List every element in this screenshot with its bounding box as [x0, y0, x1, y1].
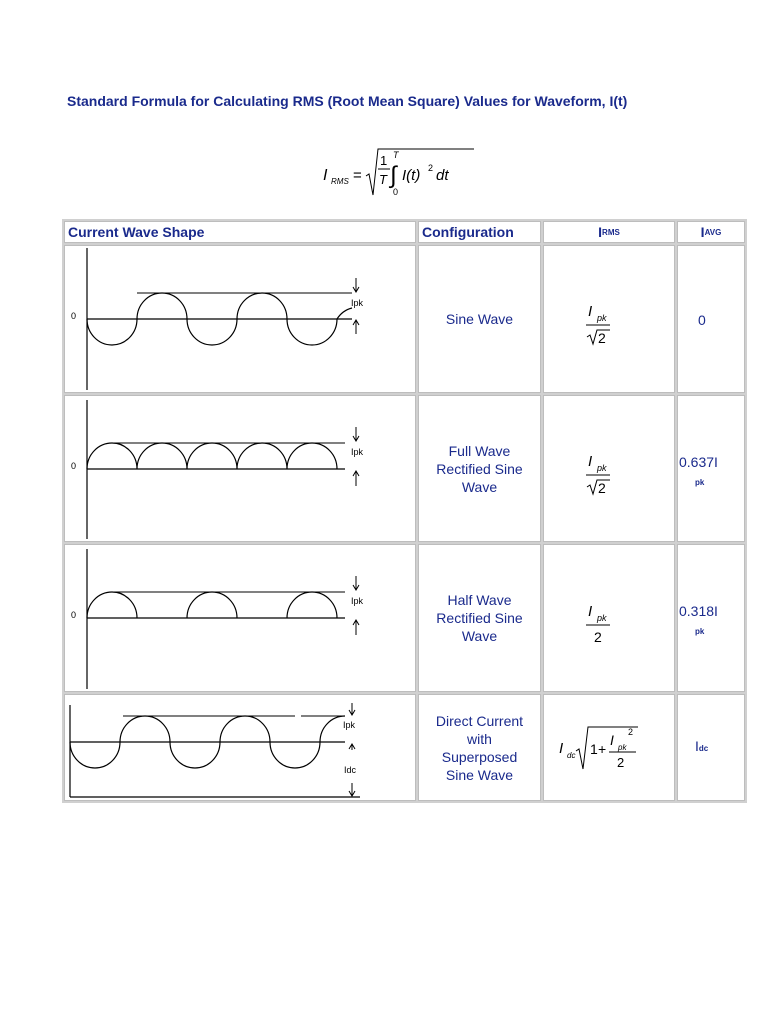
- formula-lower-limit: 0: [393, 187, 399, 197]
- formula-power: 2: [428, 163, 434, 173]
- row-3-rms-formula-cell: [543, 544, 675, 692]
- rms-den: 2: [598, 330, 606, 346]
- row-2-rms-formula-cell: [543, 395, 675, 542]
- half-wave-zero-label: 0: [71, 610, 77, 620]
- formula-upper-limit: T: [393, 150, 399, 160]
- rms-num-sub: pk: [597, 613, 607, 623]
- avg-value: 0.637I: [679, 454, 718, 470]
- rms-den: 2: [598, 480, 606, 496]
- rms-one: 1: [590, 741, 598, 757]
- header-irms-main: I: [598, 224, 603, 240]
- header-configuration: Configuration: [418, 221, 541, 243]
- config-line: Rectified Sine: [436, 610, 523, 626]
- full-wave-curve: [87, 443, 337, 469]
- sine-zero-label: 0: [71, 311, 77, 321]
- config-line: Sine Wave: [445, 766, 514, 783]
- header-irms: [543, 221, 675, 243]
- row-3-wave-cell: [64, 544, 416, 692]
- page-title: Standard Formula for Calculating RMS (Root Mean Square) Values for Waveform, I(t): [67, 93, 628, 109]
- formula-equals: =: [353, 167, 362, 184]
- formula-denominator: T: [379, 172, 387, 187]
- rms-den: 2: [617, 755, 625, 770]
- row-4-wave-cell: [64, 694, 416, 801]
- rms-plus: +: [598, 741, 607, 757]
- formula-differential: dt: [436, 167, 449, 184]
- full-wave-zero-label: 0: [71, 461, 77, 471]
- rms-num-sub: pk: [618, 743, 627, 752]
- avg-value: 0: [698, 312, 706, 328]
- rms-pre-sub: dc: [567, 751, 576, 760]
- sine-wave-diagram: [65, 246, 415, 392]
- rms-den: 2: [594, 629, 602, 645]
- rms-num-var: I: [610, 732, 614, 748]
- row-2-wave-cell: [64, 395, 416, 542]
- rms-num-var: I: [588, 303, 593, 320]
- rms-pk-over-2-formula: [544, 545, 674, 691]
- avg-subscript: pk: [695, 478, 705, 487]
- row-3-configuration: [418, 544, 541, 692]
- avg-value: I: [695, 738, 699, 754]
- dc-idc-label: Idc: [344, 765, 357, 775]
- rms-pre-var: I: [559, 740, 564, 757]
- row-1-avg-cell: [677, 245, 745, 393]
- formula-lhs-sub: RMS: [331, 177, 349, 186]
- row-4-rms-formula-cell: [543, 694, 675, 801]
- half-wave-curve: [87, 592, 337, 618]
- full-wave-ipk-label: Ipk: [351, 447, 364, 457]
- row-2-configuration: [418, 395, 541, 542]
- rms-num-var: I: [588, 453, 593, 470]
- rms-dc-superposed-formula: [544, 695, 674, 800]
- row-4-configuration: [418, 694, 541, 801]
- config-line: Wave: [461, 628, 498, 644]
- rms-power: 2: [628, 727, 634, 737]
- row-3-avg-cell: [677, 544, 745, 692]
- rms-num-sub: pk: [597, 313, 607, 323]
- full-wave-rectified-diagram: [65, 396, 415, 541]
- rms-pk-over-sqrt2-formula: [544, 396, 674, 541]
- config-line: Direct Current: [435, 712, 524, 729]
- half-wave-ipk-label: Ipk: [351, 596, 364, 606]
- avg-subscript: dc: [698, 744, 709, 753]
- formula-integrand: I(t): [402, 167, 421, 184]
- rms-pk-over-sqrt2-formula: [544, 246, 674, 392]
- row-4-avg-cell: [677, 694, 745, 801]
- formula-numerator: 1: [380, 153, 388, 168]
- header-iavg-main: I: [700, 224, 705, 240]
- config-line: Sine Wave: [445, 311, 514, 327]
- config-line: Wave: [461, 478, 498, 495]
- config-line: Half Wave: [447, 592, 512, 608]
- avg-value: 0.318I: [679, 603, 718, 619]
- dc-superposed-sine-diagram: [65, 695, 415, 800]
- formula-lhs-var: I: [323, 167, 328, 184]
- header-wave-shape: Current Wave Shape: [64, 221, 416, 243]
- config-line: with: [467, 730, 492, 747]
- config-line: Rectified Sine: [436, 460, 523, 477]
- dc-ipk-label: Ipk: [343, 720, 356, 730]
- formula-integral-sign: ∫: [390, 162, 397, 189]
- header-iavg: [677, 221, 745, 243]
- waveform-table: [62, 219, 747, 803]
- row-1-rms-formula-cell: [543, 245, 675, 393]
- config-line: Superposed: [441, 748, 518, 765]
- row-1-wave-cell: [64, 245, 416, 393]
- row-2-avg-cell: [677, 395, 745, 542]
- header-iavg-sub: AVG: [704, 227, 722, 237]
- half-wave-rectified-diagram: [65, 545, 415, 691]
- rms-formula: [316, 143, 476, 203]
- config-line: Full Wave: [448, 442, 511, 459]
- header-irms-sub: RMS: [602, 227, 620, 237]
- rms-num-sub: pk: [597, 463, 607, 473]
- row-1-configuration: [418, 245, 541, 393]
- sine-ipk-label: Ipk: [351, 298, 364, 308]
- avg-subscript: pk: [695, 627, 705, 636]
- rms-num-var: I: [588, 603, 593, 620]
